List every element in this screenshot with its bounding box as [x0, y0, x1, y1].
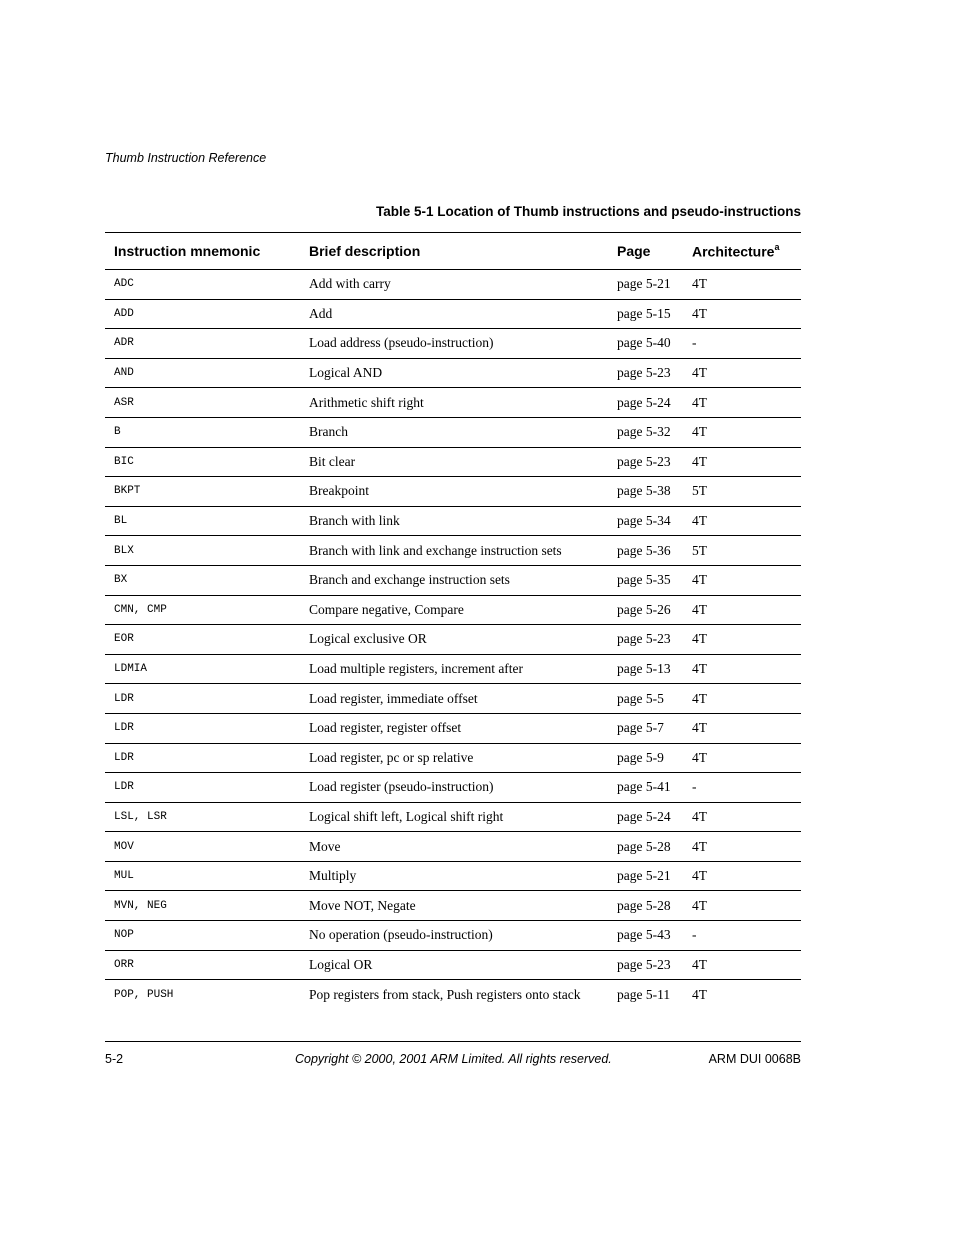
- table-caption: Table 5-1 Location of Thumb instructions and pseudo-instructions: [375, 204, 801, 219]
- page-ref-cell: page 5-40: [617, 329, 692, 359]
- mnemonic-cell: POP, PUSH: [114, 988, 174, 1001]
- description-cell: Arithmetic shift right: [300, 388, 617, 418]
- description-cell: Load register, immediate offset: [300, 684, 617, 714]
- footer-doc-id: ARM DUI 0068B: [708, 1052, 801, 1066]
- page-ref-cell: page 5-43: [617, 921, 692, 951]
- architecture-cell: 4T: [692, 595, 801, 625]
- description-cell: Logical exclusive OR: [300, 625, 617, 655]
- table-row: [105, 802, 801, 832]
- mnemonic-cell: CMN, CMP: [105, 595, 300, 625]
- page-ref-cell: page 5-38: [617, 477, 692, 507]
- description-cell: Logical OR: [300, 950, 617, 980]
- description-cell: No operation (pseudo-instruction): [300, 921, 617, 951]
- mnemonic-cell: LDR: [105, 713, 300, 743]
- page-ref-cell: page 5-23: [617, 950, 692, 980]
- architecture-cell: -: [692, 773, 801, 803]
- footer-rule: [105, 1041, 801, 1042]
- table-row: [105, 684, 801, 714]
- architecture-cell: 4T: [692, 832, 801, 862]
- architecture-cell: 4T: [692, 986, 707, 1002]
- mnemonic-cell: MUL: [105, 861, 300, 891]
- mnemonic-cell: MVN, NEG: [105, 891, 300, 921]
- description-cell: Multiply: [300, 861, 617, 891]
- architecture-cell: 4T: [692, 565, 801, 595]
- mnemonic-cell: BX: [105, 565, 300, 595]
- mnemonic-cell: LDR: [105, 684, 300, 714]
- mnemonic-cell: LDR: [105, 743, 300, 773]
- architecture-cell: 4T: [692, 891, 801, 921]
- table-row: [105, 270, 801, 300]
- page-ref-cell: page 5-34: [617, 506, 692, 536]
- table-row: [105, 565, 801, 595]
- footnote-marker: a: [774, 241, 780, 252]
- description-cell: Branch with link: [300, 506, 617, 536]
- description-cell: Load register, pc or sp relative: [300, 743, 617, 773]
- table-row: [105, 861, 801, 891]
- table-row: [105, 713, 801, 743]
- page-ref-cell: page 5-24: [617, 388, 692, 418]
- architecture-cell: 4T: [692, 625, 801, 655]
- mnemonic-cell: EOR: [105, 625, 300, 655]
- page-ref-cell: page 5-11: [617, 986, 671, 1002]
- description-cell: Bit clear: [300, 447, 617, 477]
- architecture-cell: 5T: [692, 536, 801, 566]
- description-cell: Compare negative, Compare: [300, 595, 617, 625]
- architecture-cell: 4T: [692, 299, 801, 329]
- architecture-cell: 4T: [692, 802, 801, 832]
- running-header: Thumb Instruction Reference: [105, 151, 267, 165]
- table-row: [105, 388, 801, 418]
- description-cell: Logical shift left, Logical shift right: [300, 802, 617, 832]
- architecture-cell: 4T: [692, 447, 801, 477]
- page-ref-cell: page 5-24: [617, 802, 692, 832]
- footer-page-number: 5-2: [105, 1052, 124, 1066]
- table-body: [105, 270, 801, 1009]
- column-header-architecture: Architecture$^a$: [692, 233, 801, 270]
- page-ref-cell: page 5-26: [617, 595, 692, 625]
- table-row: [105, 743, 801, 773]
- mnemonic-cell: LSL, LSR: [105, 802, 300, 832]
- page-ref-cell: page 5-35: [617, 565, 692, 595]
- description-cell: Move: [300, 832, 617, 862]
- table-row: [105, 921, 801, 951]
- page-ref-cell: page 5-41: [617, 773, 692, 803]
- table-row: [105, 773, 801, 803]
- description-cell: Branch with link and exchange instruction sets: [300, 536, 617, 566]
- table-row: [105, 950, 801, 980]
- architecture-cell: 4T: [692, 743, 801, 773]
- page-ref-cell: page 5-5: [617, 684, 692, 714]
- page-ref-cell: page 5-21: [617, 861, 692, 891]
- page-ref-cell: page 5-32: [617, 417, 692, 447]
- table-row: [105, 832, 801, 862]
- table-row: [105, 625, 801, 655]
- architecture-cell: 4T: [692, 861, 801, 891]
- page-ref-cell: page 5-23: [617, 625, 692, 655]
- table-row: [105, 417, 801, 447]
- mnemonic-cell: BIC: [105, 447, 300, 477]
- table-row: [105, 447, 801, 477]
- table-row: [105, 477, 801, 507]
- page-ref-cell: page 5-21: [617, 270, 692, 300]
- description-cell: Load multiple registers, increment after: [300, 654, 617, 684]
- page-ref-cell: page 5-13: [617, 654, 692, 684]
- column-header-page: Page: [617, 233, 692, 270]
- table-row: [105, 891, 801, 921]
- mnemonic-cell: BL: [105, 506, 300, 536]
- description-cell: Branch and exchange instruction sets: [300, 565, 617, 595]
- description-cell: Load register, register offset: [300, 713, 617, 743]
- description-cell: Branch: [300, 417, 617, 447]
- description-cell: Add with carry: [300, 270, 617, 300]
- description-cell: Load register (pseudo-instruction): [300, 773, 617, 803]
- architecture-cell: 4T: [692, 950, 801, 980]
- description-cell: Breakpoint: [300, 477, 617, 507]
- description-cell: Move NOT, Negate: [300, 891, 617, 921]
- mnemonic-cell: ORR: [105, 950, 300, 980]
- page-ref-cell: page 5-36: [617, 536, 692, 566]
- description-cell: Logical AND: [300, 358, 617, 388]
- page-ref-cell: page 5-9: [617, 743, 692, 773]
- mnemonic-cell: NOP: [105, 921, 300, 951]
- page-ref-cell: page 5-23: [617, 447, 692, 477]
- architecture-cell: 4T: [692, 270, 801, 300]
- architecture-cell: 4T: [692, 358, 801, 388]
- description-cell: Add: [300, 299, 617, 329]
- table-row: [105, 654, 801, 684]
- table-row: [105, 299, 801, 329]
- mnemonic-cell: AND: [105, 358, 300, 388]
- mnemonic-cell: ADD: [105, 299, 300, 329]
- description-cell: Pop registers from stack, Push registers onto stack: [309, 986, 581, 1002]
- mnemonic-cell: LDMIA: [105, 654, 300, 684]
- table-row: [105, 536, 801, 566]
- footer-copyright: Copyright © 2000, 2001 ARM Limited. All rights reserved.: [295, 1052, 612, 1066]
- architecture-cell: 4T: [692, 506, 801, 536]
- table-row: [105, 980, 801, 1009]
- mnemonic-cell: ADR: [105, 329, 300, 359]
- mnemonic-cell: ASR: [105, 388, 300, 418]
- page-ref-cell: page 5-23: [617, 358, 692, 388]
- architecture-cell: 4T: [692, 684, 801, 714]
- page-ref-cell: page 5-28: [617, 832, 692, 862]
- mnemonic-cell: B: [105, 417, 300, 447]
- architecture-cell: 4T: [692, 713, 801, 743]
- page-ref-cell: page 5-28: [617, 891, 692, 921]
- table-header-row: [105, 233, 801, 270]
- mnemonic-cell: LDR: [105, 773, 300, 803]
- mnemonic-cell: BKPT: [105, 477, 300, 507]
- mnemonic-cell: BLX: [105, 536, 300, 566]
- architecture-cell: 5T: [692, 477, 801, 507]
- architecture-cell: -: [692, 329, 801, 359]
- architecture-cell: 4T: [692, 654, 801, 684]
- architecture-cell: 4T: [692, 388, 801, 418]
- mnemonic-cell: MOV: [105, 832, 300, 862]
- table-row: [105, 595, 801, 625]
- page-ref-cell: page 5-7: [617, 713, 692, 743]
- instruction-table: [105, 232, 801, 1009]
- mnemonic-cell: ADC: [105, 270, 300, 300]
- architecture-cell: 4T: [692, 417, 801, 447]
- page-ref-cell: page 5-15: [617, 299, 692, 329]
- column-header-mnemonic: Instruction mnemonic: [105, 233, 300, 270]
- description-cell: Load address (pseudo-instruction): [300, 329, 617, 359]
- table-row: [105, 506, 801, 536]
- table-row: [105, 329, 801, 359]
- table-row: [105, 358, 801, 388]
- column-header-description: Brief description: [300, 233, 617, 270]
- architecture-cell: -: [692, 921, 801, 951]
